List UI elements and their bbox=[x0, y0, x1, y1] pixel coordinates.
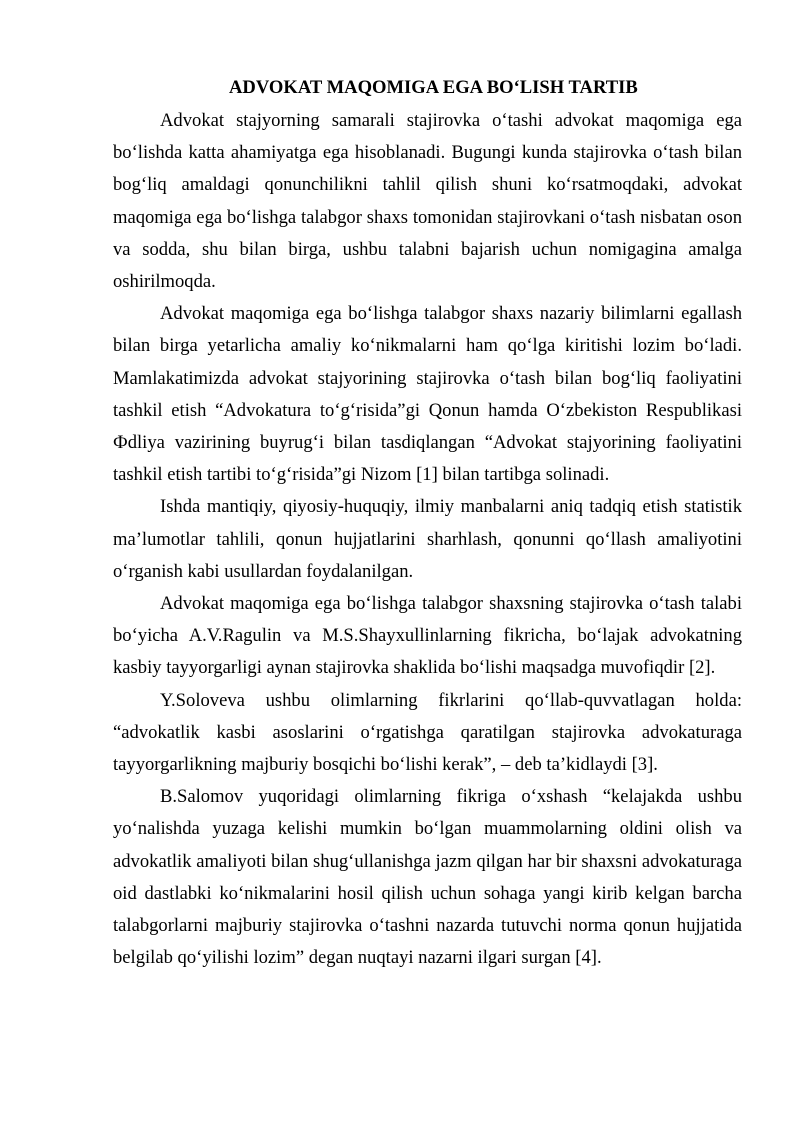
paragraph-5: Y.Soloveva ushbu olimlarning fikrlarini qo‘llab-quvvatlagan holda: “advokatlik kasbi asoslarini o‘rgatishga qaratilgan stajirovka advokaturaga tayyorgarlikning majburiy bosqichi bo‘lishi kerak”, – deb ta’kidlaydi [3]. bbox=[113, 689, 742, 776]
document-body bbox=[113, 72, 742, 974]
paragraph-6: B.Salomov yuqoridagi olimlarning fikriga o‘xshash “kelajakda ushbu yo‘nalishda yuzaga kelishi mumkin bo‘lgan muammolarning oldini olish va advokatlik amaliyoti bilan shug‘ullanishga jazm qilgan har bir shaxsni advokaturaga oid dastlabki ko‘nikmalarini hosil qilish uchun sohaga yangi kirib kelgan barcha talabgorlarni majburiy stajirovka o‘tashni nazarda tutuvchi norma qonun hujjatida belgilab qo‘yilishi lozim” degan nuqtayi nazarni ilgari surgan [4]. bbox=[113, 786, 742, 969]
paragraph-1: Advokat stajyorning samarali stajirovka o‘tashi advokat maqomiga ega bo‘lishda katta ahamiyatga ega hisoblanadi. Bugungi kunda stajirovka o‘tash bilan bog‘liq amaldagi qonunchilikni tahlil qilish shuni ko‘rsatmoqdaki, advokat maqomiga ega bo‘lishga talabgor shaxs tomonidan stajirovkani o‘tash nisbatan oson va sodda, shu bilan birga, ushbu talabni bajarish uchun nomigagina amalga oshirilmoqda. bbox=[113, 110, 742, 293]
paragraph-2: Advokat maqomiga ega bo‘lishga talabgor shaxs nazariy bilimlarni egallash bilan birga yetarlicha amaliy ko‘nikmalarni ham qo‘lga kiritishi lozim bo‘ladi. Mamlakatimizda advokat stajyorining stajirovka o‘tash bilan bog‘liq faoliyatini tashkil etish “Advokatura to‘g‘risida”gi Qonun hamda O‘zbekiston Respublikasi Фdliya vazirining buyrug‘i bilan tasdiqlangan “Advokat stajyorining faoliyatini tashkil etish tartibi to‘g‘risida”gi Nizom [1] bilan tartibga solinadi. bbox=[113, 303, 742, 486]
paragraph-4: Advokat maqomiga ega bo‘lishga talabgor shaxsning stajirovka o‘tash talabi bo‘yicha A.V.Ragulin va M.S.Shayxullinlarning fikricha, bo‘lajak advokatning kasbiy tayyorgarligi aynan stajirovka shaklida bo‘lishi maqsadga muvofiqdir [2]. bbox=[113, 593, 742, 679]
page-title: ADVOKAT MAQOMIGA EGA BO‘LISH TARTIB bbox=[229, 77, 638, 98]
paragraph-3: Ishda mantiqiy, qiyosiy-huquqiy, ilmiy manbalarni aniq tadqiq etish statistik ma’lumotlar tahlili, qonun hujjatlarini sharhlash, qonunni qo‘llash amaliyotini o‘rganish kabi usullardan foydalanilgan. bbox=[113, 496, 742, 582]
